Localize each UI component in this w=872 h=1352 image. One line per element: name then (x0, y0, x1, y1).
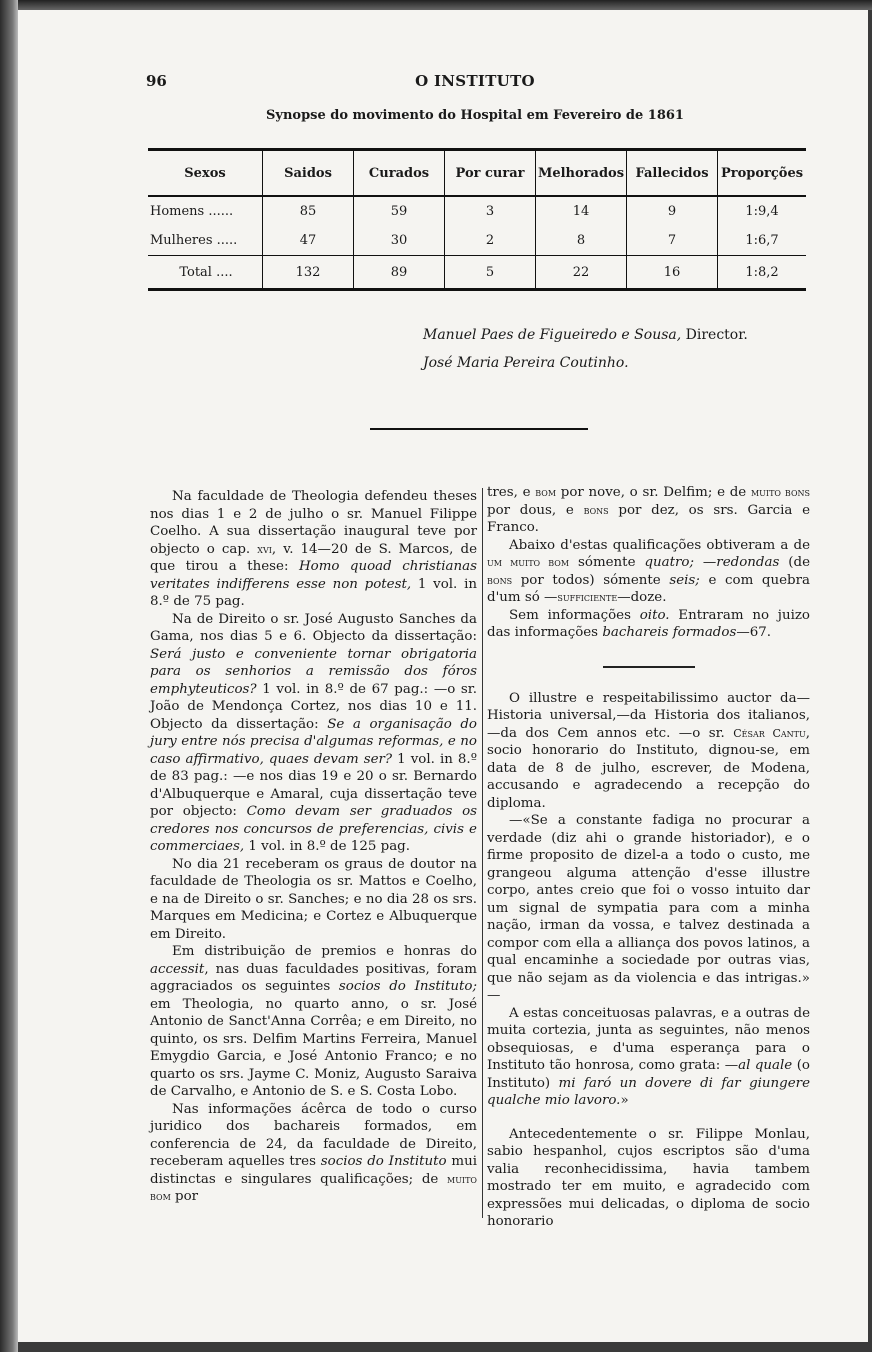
signature-second: José Maria Pereira Coutinho. (423, 355, 629, 371)
paragraph: No dia 21 receberam os graus de doutor na faculdade de Theologia os sr. Mattos e Coelho, e na de Direito o sr. Sanches; e no dia 28 os srs. Marques em Medicina; e Cortez e Albuquerque em Direito. (150, 856, 477, 942)
table-cell: 9 (627, 196, 718, 226)
right-column (487, 484, 810, 1231)
table-cell: 47 (263, 226, 354, 256)
paragraph: Em distribuição de premios e honras do accessit, nas duas faculdades positivas, foram aggraciados os seguintes socios do Instituto; em Theologia, no quarto anno, o sr. José Antonio de Sanct'Anna Corrêa; e em Direito, no quinto, os srs. Delfim Martins Ferreira, Manuel Emygdio Garcia, e José Antonio Franco; e no quarto os srs. Jayme C. Moniz, Augusto Saraiva de Carvalho, e Antonio de S. e S. Costa Lobo. (150, 944, 477, 1099)
table-cell: 1:8,2 (718, 256, 807, 290)
table-row (148, 226, 806, 256)
table-cell: Homens ...... (150, 204, 234, 219)
col-header: Sexos (148, 150, 263, 197)
paragraph: Sem informações oito. Entraram no juizo das informações bachareis formados—67. (487, 607, 810, 640)
table-cell: 85 (263, 196, 354, 226)
col-header: Melhorados (536, 150, 627, 197)
col-header: Por curar (445, 150, 536, 197)
table-cell: 89 (354, 256, 445, 290)
table-row (148, 196, 806, 226)
paragraph: Antecedentemente o sr. Filippe Monlau, sabio hespanhol, cujos escriptos são d'uma valia reconhecidissima, havia tambem mostrado ter em muito, e agradecido com expressões mui delicadas, o diploma de socio honorario (487, 1126, 810, 1229)
col-header: Curados (354, 150, 445, 197)
table-cell: 3 (445, 196, 536, 226)
left-column (150, 488, 477, 1206)
top-edge (0, 0, 872, 10)
paragraph: A estas conceituosas palavras, e a outras de muita cortezia, junta as seguintes, não menos obsequiosas, e d'uma esperança para o Instituto tão honrosa, como grata: —al quale (o Instituto) mi faró un dovere di far giungere qualche mio lavoro.» (487, 1005, 810, 1108)
table-total-row (148, 256, 806, 290)
book-spine (0, 0, 18, 1352)
table-cell: 30 (354, 226, 445, 256)
signature-title: Director. (681, 327, 748, 343)
table-title: Synopse do movimento do Hospital em Fevereiro de 1861 (266, 108, 684, 123)
table-cell: 1:9,4 (718, 196, 807, 226)
table-header-row (148, 150, 806, 197)
paragraph: —«Se a constante fadiga no procurar a verdade (diz ahi o grande historiador), e o firme proposito de dizel-a a todo o custo, me grangeou alguma attenção d'esse illustre corpo, antes creio que foi o vosso intuito dar um signal de sympatia para com a minha nação, irman da vossa, e talvez destinada a compor com ella a alliança dos povos latinos, a qual encaminhe a sociedade por outras vias, que não sejam as da violencia e das intrigas.» — (487, 813, 810, 1003)
section-divider (370, 428, 588, 430)
paragraph: Abaixo d'estas qualificações obtiveram a de um muito bom sómente quatro; —redondas (de bons por todos) sómente seis; e com quebra d'um só —sufficiente—doze. (487, 537, 810, 605)
page-number: 96 (146, 72, 167, 90)
paragraph: Na de Direito o sr. José Augusto Sanches da Gama, nos dias 5 e 6. Objecto da dissertação: Será justo e conveniente tornar obrigatoria para os senhorios a remissão dos fóros emphyteuticos? 1 vol. in 8.º de 67 pag.: —o sr. João de Mendonça Cortez, nos dias 10 e 11. Objecto da dissertação: Se a organisação do jury entre nós precisa d'algumas reformas, e no caso affirmativo, quaes devam ser? 1 vol. in 8.º de 83 pag.: —e nos dias 19 e 20 o sr. Bernardo d'Albuquerque e Amaral, cuja dissertação teve por objecto: Como devam ser graduados os credores nos concursos de preferencias, civis e commerciaes, 1 vol. in 8.º de 125 pag. (150, 611, 477, 854)
paragraph: tres, e bom por nove, o sr. Delfim; e de muito bons por dous, e bons por dez, os srs. Garcia e Franco. (487, 485, 810, 535)
hospital-table (148, 148, 806, 291)
paragraph: O illustre e respeitabilissimo auctor da—Historia universal,—da Historia dos italianos, —da dos Cem annos etc. —o sr. César Cantu, socio honorario do Instituto, dignou-se, em data de 8 de julho, escrever, de Modena, accusando e agradecendo a recepção do diploma. (487, 690, 810, 811)
running-head: O INSTITUTO (415, 72, 535, 90)
table-cell: 5 (445, 256, 536, 290)
signature-director (423, 327, 748, 343)
paragraph: Na faculdade de Theologia defendeu theses nos dias 1 e 2 de julho o sr. Manuel Filippe Coelho. A sua dissertação inaugural teve por objecto o cap. xvi, v. 14—20 de S. Marcos, de que tirou a these: Homo quoad christianas veritates indifferens esse non potest, 1 vol. in 8.º de 75 pag. (150, 489, 478, 609)
table-cell: 7 (627, 226, 718, 256)
table-cell: 14 (536, 196, 627, 226)
table-cell: 1:6,7 (718, 226, 807, 256)
table-cell: 16 (627, 256, 718, 290)
table-cell: 2 (445, 226, 536, 256)
table-cell: 8 (536, 226, 627, 256)
col-header: Proporções (718, 150, 807, 197)
col-header: Fallecidos (627, 150, 718, 197)
table-cell: Mulheres ..... (150, 233, 238, 248)
col-header: Saidos (263, 150, 354, 197)
column-divider (482, 488, 483, 1218)
column-rule (603, 666, 695, 668)
table-cell: Total .... (148, 256, 263, 290)
table-cell: 22 (536, 256, 627, 290)
table-cell: 132 (263, 256, 354, 290)
paragraph: Nas informações ácêrca de todo o curso juridico dos bachareis formados, em conferencia de 24, da faculdade de Direito, receberam aquelles tres socios do Instituto mui distinctas e singulares qualificações; de muito bom por (150, 1101, 477, 1204)
table-cell: 59 (354, 196, 445, 226)
signature-name: Manuel Paes de Figueiredo e Sousa, (423, 327, 682, 343)
